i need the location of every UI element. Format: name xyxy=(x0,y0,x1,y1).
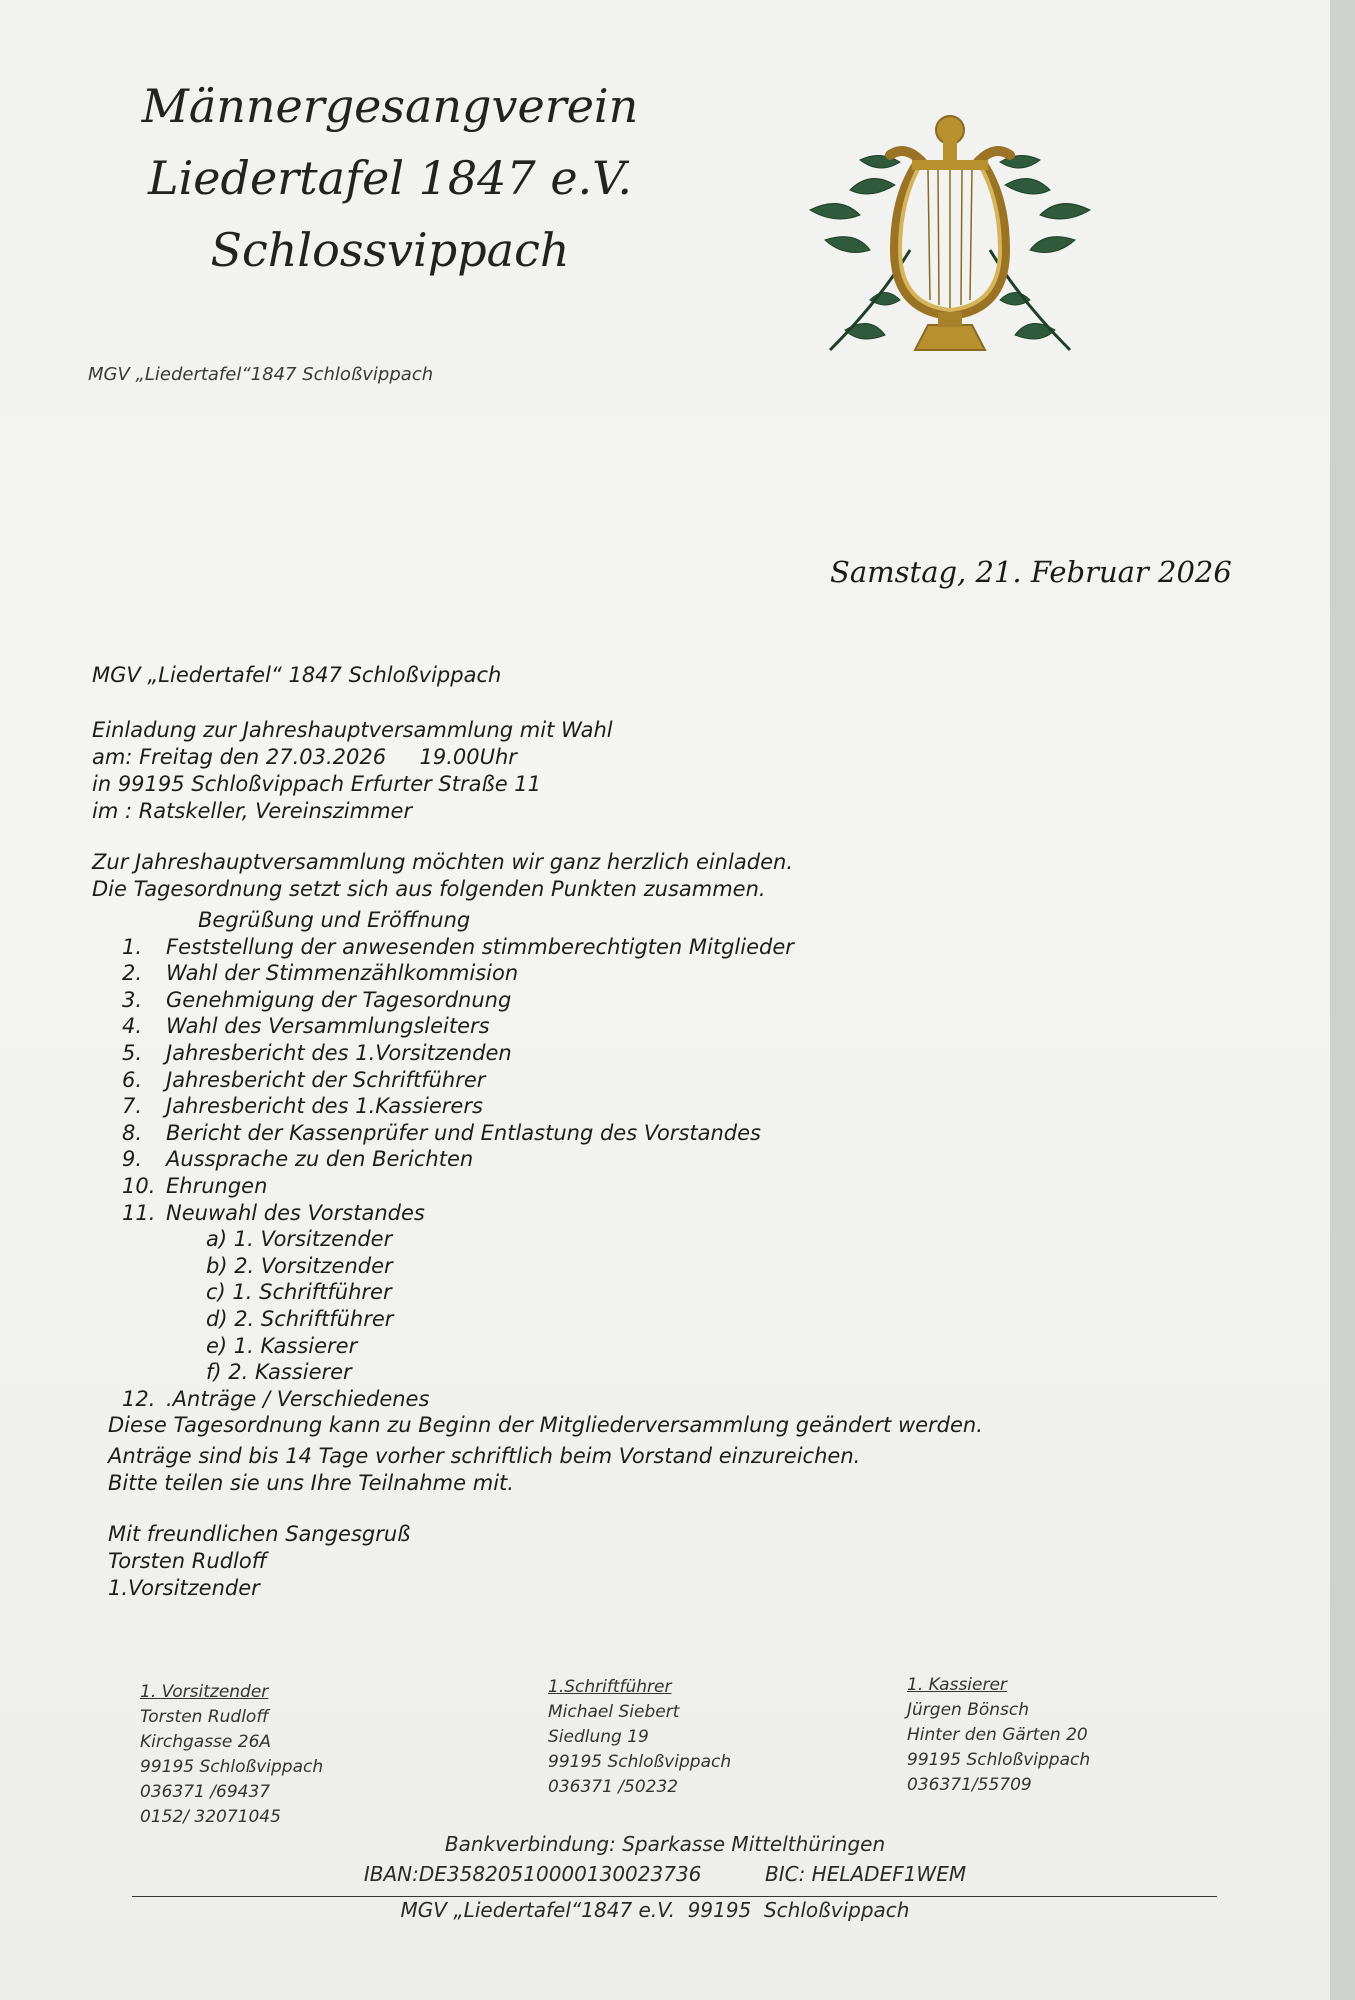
agenda-item: 12. .Anträge / Verschiedenes xyxy=(122,1386,430,1411)
contact-heading: 1.Schriftführer xyxy=(548,1677,672,1697)
agenda-item: 1. Feststellung der anwesenden stimmberechtigten Mitglieder xyxy=(122,934,794,959)
agenda-item: 9. Aussprache zu den Berichten xyxy=(122,1147,474,1172)
agenda-item: 11. Neuwahl des Vorstandes xyxy=(122,1200,425,1225)
agenda-item: 3. Genehmigung der Tagesordnung xyxy=(122,987,512,1012)
letter-date: Samstag, 21. Februar 2026 xyxy=(830,555,1232,589)
agenda-item: 5. Jahresbericht des 1.Vorsitzenden xyxy=(122,1040,512,1065)
club-title-line-3: Schlossvippach xyxy=(210,223,570,277)
agenda-subitem: f) 2. Kassierer xyxy=(206,1360,352,1385)
contact-heading: 1. Vorsitzender xyxy=(140,1682,269,1702)
signatory-role: 1.Vorsitzender xyxy=(108,1576,260,1601)
agenda-subitem: e) 1. Kassierer xyxy=(206,1333,358,1358)
contact-heading: 1. Kassierer xyxy=(907,1675,1007,1695)
agenda-list xyxy=(122,907,1092,1412)
contact-line: Jürgen Bönsch xyxy=(907,1700,1030,1720)
footer-address: MGV „Liedertafel“1847 e.V. 99195 Schloßvippach xyxy=(400,1898,910,1922)
agenda-subitem: a) 1. Vorsitzender xyxy=(206,1227,393,1252)
contact-line: 99195 Schloßvippach xyxy=(907,1750,1091,1770)
agenda-item: 4. Wahl des Versammlungsleiters xyxy=(122,1014,490,1039)
intro-line: Zur Jahreshauptversammlung möchten wir ganz herzlich einladen. xyxy=(92,850,793,874)
bank-codes xyxy=(0,1862,1330,1886)
contact-line: Kirchgasse 26A xyxy=(140,1732,272,1752)
note-line: Bitte teilen sie uns Ihre Teilnahme mit. xyxy=(108,1471,514,1496)
note-line: Anträge sind bis 14 Tage vorher schriftlich beim Vorstand einzureichen. xyxy=(108,1444,861,1469)
club-title-line-1: Männergesangverein xyxy=(141,79,639,133)
contact-line: 99195 Schloßvippach xyxy=(548,1752,732,1772)
contact-chairman xyxy=(140,1680,323,1830)
iban: IBAN:DE35820510000130023736 xyxy=(363,1862,702,1886)
sender-line: MGV „Liedertafel“1847 Schloßvippach xyxy=(88,364,434,385)
invitation-line: Einladung zur Jahreshauptversammlung mit Wahl xyxy=(92,718,613,742)
agenda-subitem: b) 2. Vorsitzender xyxy=(206,1253,393,1278)
lyre-logo-icon xyxy=(800,100,1100,380)
intro-line: Die Tagesordnung setzt sich aus folgenden Punkten zusammen. xyxy=(92,877,766,901)
contact-line: Torsten Rudloff xyxy=(140,1707,269,1727)
signatory-name: Torsten Rudloff xyxy=(108,1549,267,1574)
agenda-item: 2. Wahl der Stimmenzählkommision xyxy=(122,961,519,986)
invitation-line: in 99195 Schloßvippach Erfurter Straße 11 xyxy=(92,772,542,796)
agenda-subitem: d) 2. Schriftführer xyxy=(206,1306,394,1331)
contact-secretary xyxy=(548,1675,731,1800)
recipient-line: MGV „Liedertafel“ 1847 Schloßvippach xyxy=(92,663,502,687)
club-title-line-2: Liedertafel 1847 e.V. xyxy=(148,151,632,205)
contact-line: Siedlung 19 xyxy=(548,1727,649,1747)
agenda-item: 6. Jahresbericht der Schriftführer xyxy=(122,1067,486,1092)
bic: BIC: HELADEF1WEM xyxy=(764,1862,967,1886)
contact-line: 0152/ 32071045 xyxy=(140,1807,281,1827)
invitation-line: im : Ratskeller, Vereinszimmer xyxy=(92,799,413,823)
notes-block xyxy=(108,1412,1092,1602)
agenda-item: 10. Ehrungen xyxy=(122,1173,268,1198)
page-edge xyxy=(1330,0,1355,2000)
contact-line: 036371 /50232 xyxy=(548,1777,679,1797)
invitation-line: am: Freitag den 27.03.2026 19.00Uhr xyxy=(92,745,517,769)
closing-greeting: Mit freundlichen Sangesgruß xyxy=(108,1522,411,1547)
bank-details: Bankverbindung: Sparkasse Mittelthüringen xyxy=(444,1832,886,1856)
note-line: Diese Tagesordnung kann zu Beginn der Mitgliederversammlung geändert werden. xyxy=(108,1413,983,1438)
agenda-subitem: c) 1. Schriftführer xyxy=(206,1280,392,1305)
contact-treasurer xyxy=(907,1673,1090,1798)
contact-line: 036371/55709 xyxy=(907,1775,1032,1795)
agenda-item: 7. Jahresbericht des 1.Kassierers xyxy=(122,1094,483,1119)
contact-line: Michael Siebert xyxy=(548,1702,680,1722)
agenda-item: 8. Bericht der Kassenprüfer und Entlastung des Vorstandes xyxy=(122,1120,761,1145)
letter-body xyxy=(92,662,1092,1602)
agenda-intro: Begrüßung und Eröffnung xyxy=(198,908,471,932)
footer-divider xyxy=(132,1896,1217,1897)
club-title xyxy=(130,70,650,286)
contact-line: 036371 /69437 xyxy=(140,1782,271,1802)
contact-line: 99195 Schloßvippach xyxy=(140,1757,324,1777)
contact-line: Hinter den Gärten 20 xyxy=(907,1725,1088,1745)
